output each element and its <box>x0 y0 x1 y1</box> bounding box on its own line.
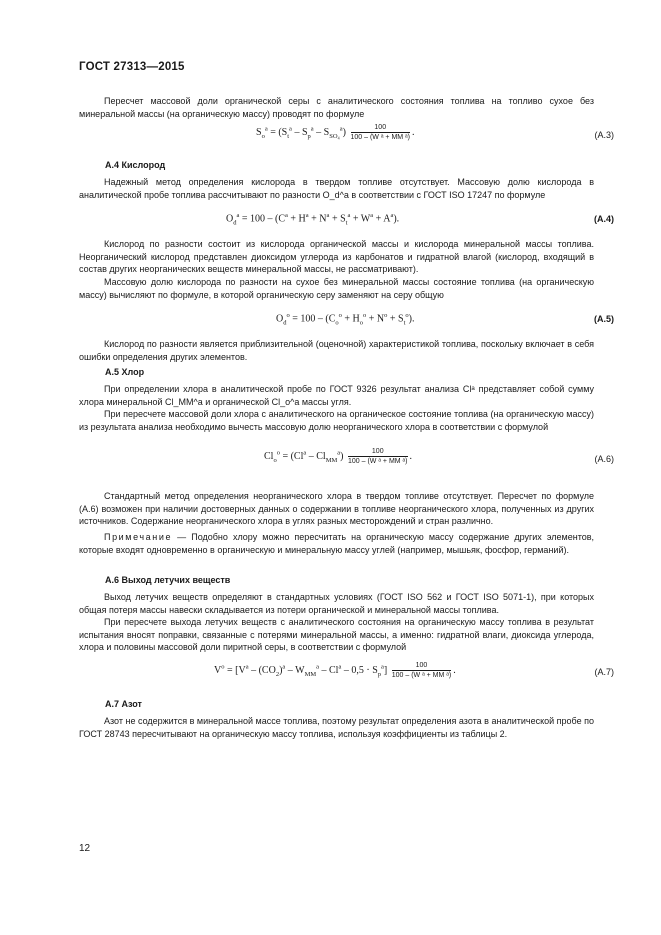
note-text: — Подобно хлору можно пересчитать на органическую массу содержание других элементов, которые входят одновременно в органическую и минеральную массу углей (например, мышьяк, фосфор, германий). <box>79 532 594 555</box>
paragraph-oxygen-4: Кислород по разности является приблизительной (оценочной) характеристикой топлива, поскольку включает в себя ошибки определения других элементов. <box>79 339 594 362</box>
paragraph-volatile-1: Выход летучих веществ определяют в стандартных условиях (ГОСТ ISO 562 и ГОСТ ISO 5071-1), при которых общая потеря массы навески складывается из потери органической и минеральной массы топлива. <box>79 592 594 615</box>
paragraph-chlorine-2: При пересчете массовой доли хлора с аналитического на органическое состояние топлива (на органическую массу) из результата анализа необходимо вычесть массовую долю неорганического хлора в соответствии с формулой <box>79 409 594 432</box>
section-heading-nitrogen: А.7 Азот <box>105 699 142 709</box>
paragraph-volatile-2: При пересчете выхода летучих веществ с аналитического состояния на органическую массу топлива в результат испытания вносят поправки, связанные с потерями минеральной массы, а именно: гидратной влаги, диоксида углерода, хлора и половины массовой доли пиритной серы, в соответствии с формулой <box>79 617 594 653</box>
formula-a6: $Cl_o^o = (Cl^a - Cl_{MM}^a)$ $\frac{100}{\text{100 – (W ᵃ + MM ᵃ)}}$ . <box>264 448 412 465</box>
formula-a4: $O_d^a = 100 - (C^a + H^a + N^a + S_t^a + W^a + A^a)$. <box>226 212 400 227</box>
paragraph-oxygen-3: Массовую долю кислорода по разности на сухое без минеральной массы состояние топлива (на органическую массу) вычисляют по формуле, в которой органическую серу заменяют на серу общую <box>79 277 594 300</box>
note-label: Примечание <box>104 532 173 542</box>
formula-a5: $O_d^o = 100 - (C_o^o + H_o^o + N^o + S_t^o)$. <box>276 312 415 327</box>
note-chlorine <box>79 531 594 556</box>
equation-number-a5: (А.5) <box>594 314 614 324</box>
paragraph-oxygen-1: Надежный метод определения кислорода в твердом топливе отсутствует. Массовую долю кислорода в аналитической пробе топлива рассчитывают по разности O_d^a в соответствии с ГОСТ ISO 17247 по формуле <box>79 177 594 200</box>
section-heading-chlorine: А.5 Хлор <box>105 367 145 377</box>
paragraph-chlorine-3: Стандартный метод определения неорганического хлора в твердом топливе отсутствует. Пересчет по формуле (А.6) возможен при наличии достоверных данных о содержании в топливе неорганического хлора, полученных из других источников. Содержание неорганического хлора в углях разных месторождений и стран различно. <box>79 491 594 527</box>
document-header: ГОСТ 27313—2015 <box>79 61 185 73</box>
equation-number-a6: (А.6) <box>594 454 614 464</box>
paragraph-sulfur-recalc: Пересчет массовой доли органической серы с аналитического состояния топлива на топливо сухое без минеральной массы (на органическую массу) проводят по формуле <box>79 96 594 119</box>
paragraph-nitrogen-1: Азот не содержится в минеральной массе топлива, поэтому результат определения азота в аналитической пробе по ГОСТ 28743 пересчитывают на органическую массу топлива, используя коэффициенты из таблицы 2. <box>79 716 594 739</box>
formula-a7: $V^o = [V^a - (CO_2)^a - W_{MM}^a - Cl^a - 0,5 \cdot S_p^a]$ $\frac{100}{\text{100 – (W ᵃ + MM ᵃ)}}$ . <box>214 662 456 679</box>
paragraph-chlorine-1: При определении хлора в аналитической пробе по ГОСТ 9326 результат анализа Clᵃ представляет собой сумму хлора минеральной Cl_MM^a и органической Cl_o^a массы угля. <box>79 384 594 407</box>
equation-number-a7: (А.7) <box>594 667 614 677</box>
page-number: 12 <box>79 843 91 854</box>
paragraph-oxygen-2: Кислород по разности состоит из кислорода органической массы и кислорода минеральной массы топлива. Неорганический кислород представлен диоксидом углерода из карбонатов и гидратной влагой (кислород, входящий в состав других неорганических веществ минеральной массы, не рассматривают). <box>79 239 594 275</box>
section-heading-oxygen: А.4 Кислород <box>105 160 166 170</box>
formula-a3: $S_o^a = (S_t^a - S_p^a - S_{SO_4}^a)$ $\frac{100}{\text{100 – (W ᵃ + MM ᵃ)}}$ . <box>256 124 415 141</box>
equation-number-a3: (А.3) <box>594 130 614 140</box>
section-heading-volatile: А.6 Выход летучих веществ <box>105 575 231 585</box>
equation-number-a4: (А.4) <box>594 214 614 224</box>
